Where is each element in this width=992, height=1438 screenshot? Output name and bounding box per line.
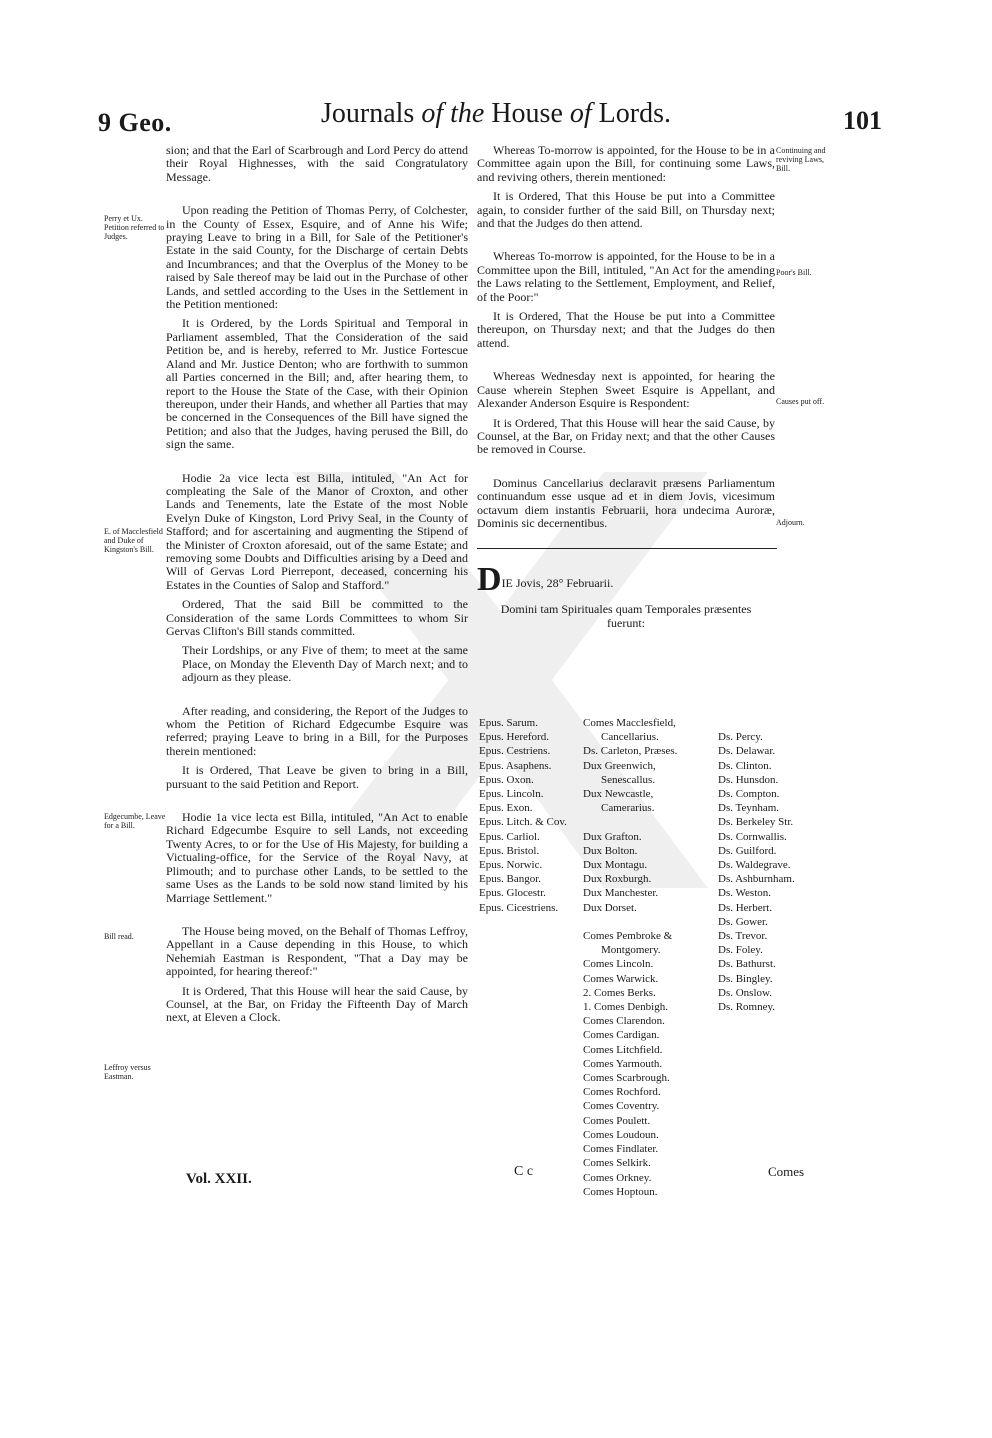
margin-note-continuing: Continuing and reviving Laws, Bill.	[776, 146, 826, 173]
roll-entry: Montgomery.	[601, 944, 661, 957]
macclesfield-meeting: Their Lordships, or any Five of them; to meet at the same Place, on Monday the Eleventh Day of March next; and to adjourn as they please.	[182, 643, 468, 685]
roll-entry: Ds. Herbert.	[718, 901, 773, 914]
leffroy-order: It is Ordered, That this House will hear the said Cause, by Counsel, at the Bar, on Friday the Fifteenth Day of March next, at Eleven a Clock.	[166, 983, 468, 1025]
roll-entry: Comes Selkirk.	[583, 1157, 651, 1170]
roll-entry: Ds. Clinton.	[718, 759, 772, 772]
roll-entry: Comes Lincoln.	[583, 958, 654, 971]
roll-entry: Dux Montagu.	[583, 859, 648, 872]
roll-entry: Comes Hoptoun.	[583, 1185, 658, 1198]
roll-entry: Epus. Cestriens.	[479, 745, 551, 758]
catchword: Comes	[768, 1164, 805, 1179]
roll-entry: Ds. Guilford.	[718, 844, 777, 857]
roll-entry: Epus. Cicestriens.	[479, 901, 559, 914]
perry-order: It is Ordered, by the Lords Spiritual and Temporal in Parliament assembled, That the Consideration of the said Petition be, and is hereby, referred to Mr. Justice Fortescue Aland and Mr. Justice Denton; who are forthwith to summon all Parties concerned in the Bill; and, after hearing them, to report to the House the State of the Case, with their Opinion thereupon, under their Hands, and whether all Parties that may be concerned in the Consequences of the Bill have signed the Petition; and also that the Judges, having perused the Bill, do sign the same.	[166, 316, 468, 452]
margin-note-adjourn: Adjourn.	[776, 518, 805, 527]
roll-entry: Cancellarius.	[601, 731, 659, 744]
roll-entry: Dux Roxburgh.	[583, 873, 652, 886]
perry-petition: Upon reading the Petition of Thomas Perry, of Colchester, in the County of Essex, Esquire, and of Anne his Wife; praying Leave to bring in a Bill, for Sale of the Petitioner's Estate in the said County, for the Discharge of certain Debts and Incumbrances; and that the Overplus of the Money to be raised by Sale thereof may be laid out in the Purchase of other Lands, and settled according to the Uses in the Settlement in the Petition mentioned:	[166, 203, 468, 312]
roll-entry: Epus. Litch. & Cov.	[479, 816, 567, 829]
roll-entry: Comes Loudoun.	[583, 1128, 659, 1141]
roll-entry: Comes Warwick.	[583, 972, 659, 985]
roll-entry: Ds. Waldegrave.	[718, 859, 791, 872]
roll-entry: Comes Poulett.	[583, 1114, 651, 1127]
roll-entry: Ds. Carleton, Præses.	[583, 745, 678, 758]
roll-entry: Ds. Bingley.	[718, 972, 773, 985]
header-reign: 9 Geo.	[98, 108, 172, 137]
header-title-word: House	[491, 98, 563, 129]
roll-entry: Epus. Oxon.	[479, 773, 534, 786]
signature-mark: C c	[514, 1164, 534, 1179]
roll-entry: Dux Dorset.	[583, 901, 637, 914]
margin-note-macclesfield: E. of Macclesfield and Duke of Kingston's Bill.	[104, 527, 163, 554]
continuing-paragraph: Whereas To-morrow is appointed, for the House to be in a Committee again upon the Bill, for continuing some Laws, and reviving others, therein mentioned:	[477, 143, 775, 184]
die-date: IE Jovis, 28° Februarii.	[501, 576, 614, 591]
section-divider	[477, 548, 777, 549]
roll-barons	[718, 716, 808, 1014]
margin-note-leffroy: Leffroy versus Eastman.	[104, 1063, 151, 1081]
roll-entry: Comes Litchfield.	[583, 1043, 663, 1056]
die-heading	[477, 561, 775, 599]
roll-entry: 1. Comes Denbigh.	[583, 1001, 668, 1014]
header-title-word: of the	[421, 98, 485, 129]
margin-note-perry: Perry et Ux. Petition referred to Judges.	[104, 214, 165, 241]
roll-entry: Epus. Norwic.	[479, 859, 543, 872]
roll-entry: Ds. Cornwallis.	[718, 830, 787, 843]
roll-entry: Comes Orkney.	[583, 1171, 652, 1184]
margin-note-poor: Poor's Bill.	[776, 268, 812, 277]
causes-order: It is Ordered, That this House will hear the said Cause, by Counsel, at the Bar, on Friday next; and that the other Causes be removed in Course.	[477, 415, 775, 457]
volume-marker: Vol. XXII.	[186, 1171, 252, 1187]
edgecumbe-report: After reading, and considering, the Report of the Judges to whom the Petition of Richard Edgecumbe Esquire was referred; praying Leave to bring in a Bill, for the Purposes therein mentioned:	[166, 703, 468, 758]
domini-heading: Domini tam Spirituales quam Temporales præsentes fuerunt:	[500, 602, 752, 630]
roll-entry: Ds. Hunsdon.	[718, 773, 779, 786]
roll-entry: Comes Macclesfield,	[583, 717, 676, 729]
roll-entry: Ds. Compton.	[718, 788, 780, 801]
roll-entry: Epus. Asaphens.	[479, 759, 552, 772]
roll-entry: 2. Comes Berks.	[583, 986, 656, 999]
macclesfield-bill: Hodie 2a vice lecta est Billa, intituled, "An Act for compleating the Sale of the Manor of Croxton, and other Lands and Tenements, late the Estate of the most Noble Evelyn Duke of Kingston, Lord Privy Seal, in the County of Stafford; and for ascertaining and augmenting the Stipend of the Minister of Croxton aforesaid, out of the same Estate; and removing some Doubts and Difficulties arising by a Deed and Will of Gervas Lord Pierrepont, deceased, concerning his Estates in the Counties of Salop and Stafford."	[166, 470, 468, 592]
roll-entry	[583, 915, 713, 929]
roll-entry: Dux Manchester.	[583, 887, 659, 900]
roll-entry: Epus. Lincoln.	[479, 788, 544, 801]
roll-entry: Ds. Foley.	[718, 944, 763, 957]
roll-entry: Ds. Ashburnham.	[718, 873, 795, 886]
roll-entry: Epus. Sarum.	[479, 717, 538, 729]
adjournment-paragraph: Dominus Cancellarius declaravit præsens Parliamentum continuandum esse usque ad et in diem Jovis, vicesimum octavum diem instantis Februarii, hora undecima Auroræ, Dominis sic decernentibus.	[477, 475, 775, 530]
poor-paragraph: Whereas To-morrow is appointed, for the House to be in a Committee upon the Bill, intituled, "An Act for the amending the Laws relating to the Settlement, Employment, and Relief, of the Poor:"	[477, 249, 775, 304]
roll-entry: Ds. Weston.	[718, 887, 771, 900]
macclesfield-order: Ordered, That the said Bill be committed to the Consideration of the same Lords Committees to whom Sir Gervas Clifton's Bill stands committed.	[166, 597, 468, 638]
roll-entry: Ds. Delawar.	[718, 745, 776, 758]
page-number: 101	[843, 106, 882, 135]
margin-note-causes: Causes put off.	[776, 397, 825, 406]
roll-entry: Comes Coventry.	[583, 1100, 660, 1113]
roll-entry: Ds. Trevor.	[718, 930, 768, 943]
roll-entry: Comes Scarbrough.	[583, 1072, 670, 1085]
intro-paragraph: sion; and that the Earl of Scarbrough and Lord Percy do attend their Royal Highnesses, with the said Congratulatory Message.	[166, 143, 468, 184]
roll-entry	[583, 815, 713, 829]
header-title-word: Lords.	[598, 98, 671, 129]
margin-note-bill-read: Bill read.	[104, 932, 134, 941]
roll-entry: Camerarius.	[601, 802, 655, 815]
left-column	[166, 144, 468, 1035]
roll-entry: Ds. Gower.	[718, 915, 768, 928]
die-initial: D	[477, 561, 502, 599]
causes-paragraph: Whereas Wednesday next is appointed, for hearing the Cause wherein Stephen Sweet Esquire is Appellant, and Alexander Anderson Esquire is Respondent:	[477, 369, 775, 411]
roll-bishops	[479, 716, 591, 915]
roll-entry: Comes Clarendon.	[583, 1015, 665, 1028]
roll-entry: Senescallus.	[601, 773, 656, 786]
roll-entry: Ds. Onslow.	[718, 986, 772, 999]
roll-entry: Dux Bolton.	[583, 844, 638, 857]
roll-entry: Comes Pembroke &	[583, 930, 673, 943]
roll-entry: Comes Cardigan.	[583, 1029, 660, 1042]
roll-entry: Comes Yarmouth.	[583, 1057, 663, 1070]
roll-entry: Comes Findlater.	[583, 1143, 659, 1156]
header-title-word: Journals	[321, 98, 415, 129]
roll-entry: Dux Grafton.	[583, 830, 642, 843]
roll-entry: Dux Greenwich,	[583, 759, 656, 772]
continuing-order: It is Ordered, That this House be put into a Committee again, to consider further of the said Bill, on Thursday next; and that the Judges do then attend.	[477, 189, 775, 231]
roll-entry: Ds. Berkeley Str.	[718, 816, 794, 829]
roll-entry: Ds. Percy.	[718, 731, 763, 744]
roll-entry: Epus. Hereford.	[479, 731, 549, 744]
roll-entry	[718, 716, 808, 730]
roll-entry: Epus. Glocestr.	[479, 887, 546, 900]
roll-entry: Epus. Bangor.	[479, 873, 542, 886]
roll-entry: Ds. Romney.	[718, 1001, 776, 1014]
roll-peers	[583, 716, 713, 1199]
roll-entry: Epus. Exon.	[479, 802, 533, 815]
roll-entry: Epus. Carliol.	[479, 830, 540, 843]
roll-entry: Comes Rochford.	[583, 1086, 661, 1099]
right-column	[477, 144, 775, 630]
header-title-word: of	[569, 98, 592, 129]
margin-note-edgecumbe: Edgecumbe, Leave for a Bill.	[104, 812, 166, 830]
leffroy-motion: The House being moved, on the Behalf of Thomas Leffroy, Appellant in a Cause depending in this House, to which Nehemiah Eastman is Respondent, "That a Day may be appointed, for hearing thereof:"	[166, 923, 468, 979]
roll-entry: Epus. Bristol.	[479, 844, 540, 857]
edgecumbe-bill: Hodie 1a vice lecta est Billa, intituled, "An Act to enable Richard Edgecumbe Esquire to sell Lands, not exceeding Twenty Acres, to or for the Use of His Majesty, for building a Victualing-office, for the Service of the Royal Navy, at Plimouth; and to purchase other Lands, to be settled to the same Uses as the Lands to be sold now stand limited by his Marriage Settlement."	[166, 810, 468, 905]
roll-entry: Dux Newcastle,	[583, 788, 654, 801]
edgecumbe-order: It is Ordered, That Leave be given to bring in a Bill, pursuant to the said Petition and Report.	[166, 763, 468, 791]
roll-entry: Ds. Teynham.	[718, 802, 780, 815]
roll-entry: Ds. Bathurst.	[718, 958, 776, 971]
poor-order: It is Ordered, That the House be put into a Committee thereupon, on Thursday next; and that the Judges do then attend.	[477, 309, 775, 350]
